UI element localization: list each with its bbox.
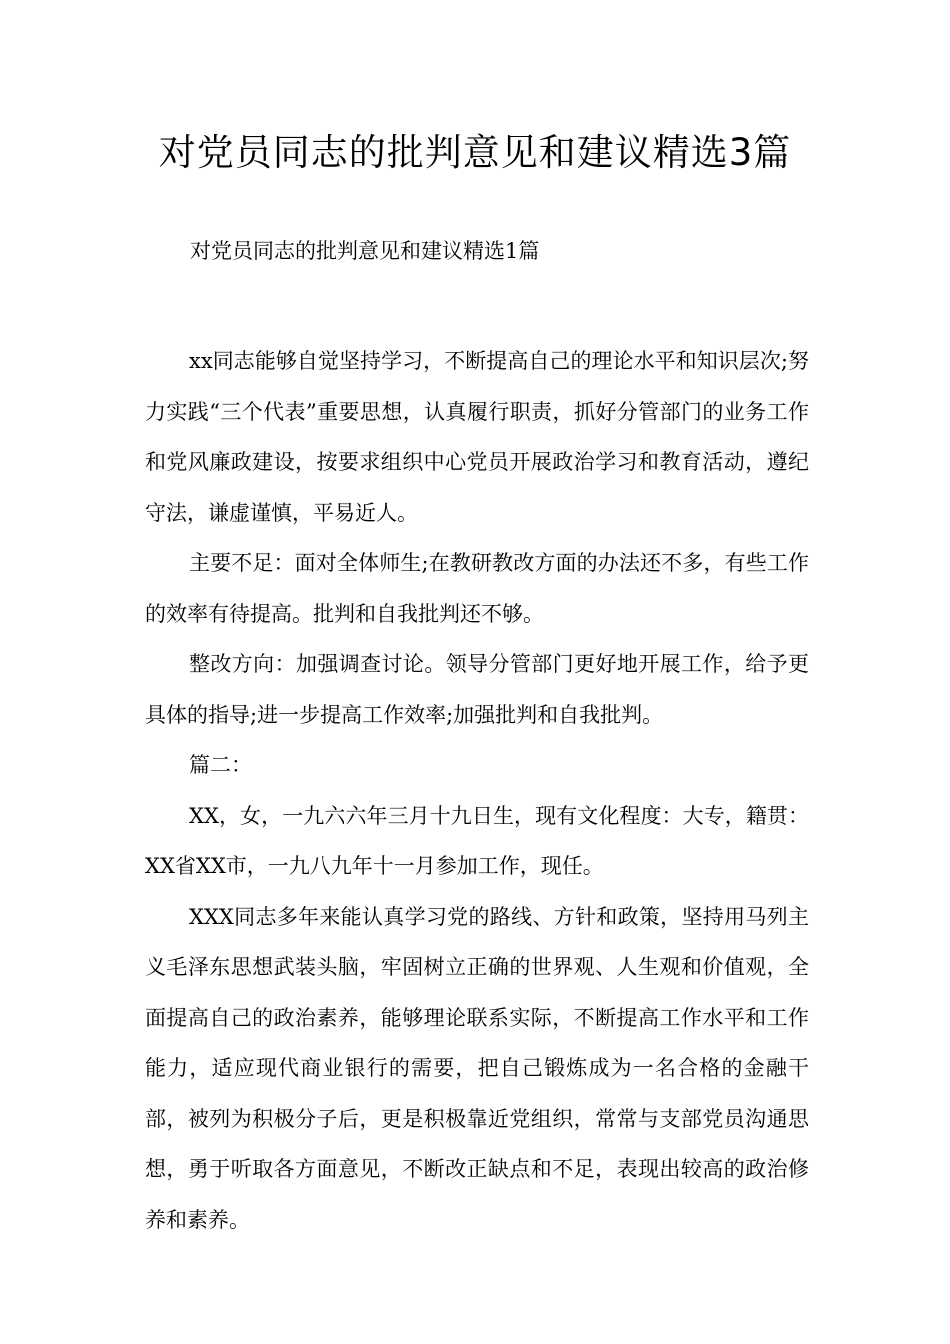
document-title: 对党员同志的批判意见和建议精选3篇 <box>158 131 792 174</box>
paragraph-2: 主要不足：面对全体师生;在教研教改方面的办法还不多，有些工作的效率有待提高。批判和自我批判还不够。 <box>145 551 809 626</box>
document-body <box>145 336 809 1245</box>
paragraph-4: 篇二： <box>189 753 252 777</box>
paragraph-3: 整改方向：加强调查讨论。领导分管部门更好地开展工作，给予更具体的指导;进一步提高工作效率;加强批判和自我批判。 <box>145 652 809 727</box>
paragraph-5: XX，女，一九六六年三月十九日生，现有文化程度：大专，籍贯：XX省XX市，一九八九年十一月参加工作，现任。 <box>145 803 809 878</box>
paragraph-1: xx同志能够自觉坚持学习，不断提高自己的理论水平和知识层次;努力实践“三个代表”重要思想，认真履行职责，抓好分管部门的业务工作和党风廉政建设，按要求组织中心党员开展政治学习和教育活动，遵纪守法，谦虚谨慎，平易近人。 <box>145 349 809 525</box>
section-heading: 对党员同志的批判意见和建议精选1篇 <box>190 239 540 263</box>
paragraph-6: XXX同志多年来能认真学习党的路线、方针和政策，坚持用马列主义毛泽东思想武装头脑，牢固树立正确的世界观、人生观和价值观，全面提高自己的政治素养，能够理论联系实际，不断提高工作水平和工作能力，适应现代商业银行的需要，把自己锻炼成为一名合格的金融干部，被列为积极分子后，更是积极靠近党组织，常常与支部党员沟通思想，勇于听取各方面意见，不断改正缺点和不足，表现出较高的政治修养和素养。 <box>145 904 809 1232</box>
